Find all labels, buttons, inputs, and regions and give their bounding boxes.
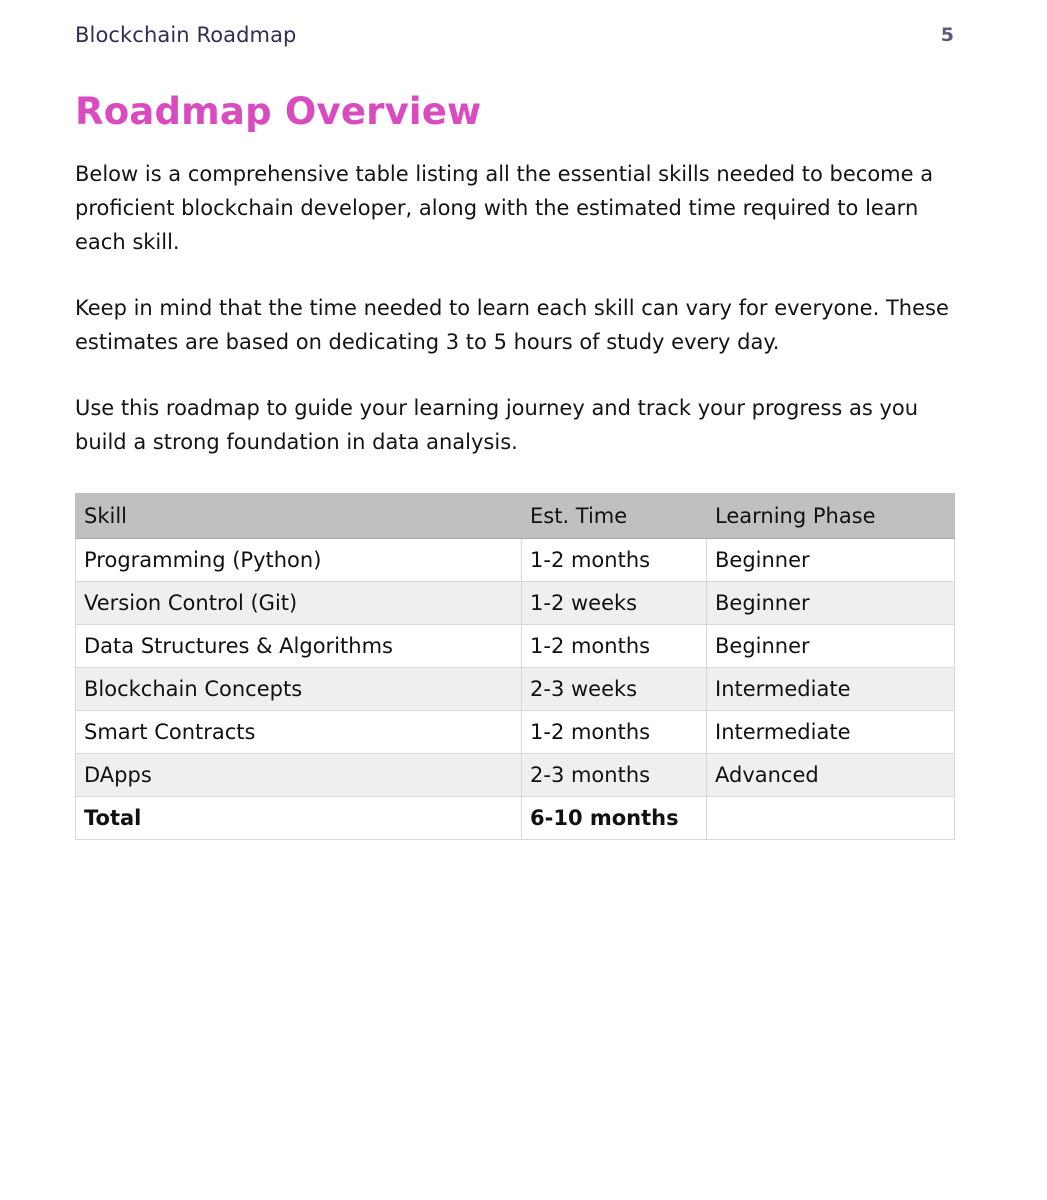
skill-cell: Smart Contracts — [76, 711, 522, 754]
table-row — [76, 582, 955, 625]
time-cell: 1-2 months — [522, 625, 707, 668]
total-label-cell: Total — [76, 797, 522, 840]
total-phase-cell — [707, 797, 955, 840]
skill-cell: Blockchain Concepts — [76, 668, 522, 711]
phase-cell: Advanced — [707, 754, 955, 797]
table-header-row — [76, 494, 955, 539]
phase-cell: Beginner — [707, 539, 955, 582]
section-title: Roadmap Overview — [75, 90, 482, 133]
skills-table — [75, 493, 955, 840]
phase-cell: Intermediate — [707, 668, 955, 711]
phase-cell: Beginner — [707, 625, 955, 668]
phase-cell: Beginner — [707, 582, 955, 625]
page-header — [75, 0, 954, 56]
document-title: Blockchain Roadmap — [75, 23, 297, 47]
skill-cell: Data Structures & Algorithms — [76, 625, 522, 668]
time-cell: 1-2 months — [522, 711, 707, 754]
phase-cell: Intermediate — [707, 711, 955, 754]
usage-paragraph: Use this roadmap to guide your learning journey and track your progress as you build a strong foundation in data analysis. — [75, 396, 919, 454]
page-number: 5 — [940, 24, 954, 46]
table-row — [76, 539, 955, 582]
intro-paragraph: Below is a comprehensive table listing all the essential skills needed to become a proficient blockchain developer, along with the estimated time required to learn each skill. — [75, 162, 934, 254]
skill-cell: Programming (Python) — [76, 539, 522, 582]
time-cell: 2-3 months — [522, 754, 707, 797]
table-row — [76, 754, 955, 797]
time-note-paragraph: Keep in mind that the time needed to learn each skill can vary for everyone. These estimates are based on dedicating 3 to 5 hours of study every day. — [75, 296, 949, 354]
skill-cell: DApps — [76, 754, 522, 797]
time-cell: 1-2 months — [522, 539, 707, 582]
time-cell: 2-3 weeks — [522, 668, 707, 711]
column-header-skill: Skill — [76, 494, 522, 539]
time-cell: 1-2 weeks — [522, 582, 707, 625]
table-row — [76, 668, 955, 711]
skill-cell: Version Control (Git) — [76, 582, 522, 625]
total-time-cell: 6-10 months — [522, 797, 707, 840]
table-row — [76, 625, 955, 668]
column-header-est-time: Est. Time — [522, 494, 707, 539]
document-page — [75, 0, 954, 830]
table-row — [76, 711, 955, 754]
table-total-row — [76, 797, 955, 840]
column-header-learning-phase: Learning Phase — [707, 494, 955, 539]
